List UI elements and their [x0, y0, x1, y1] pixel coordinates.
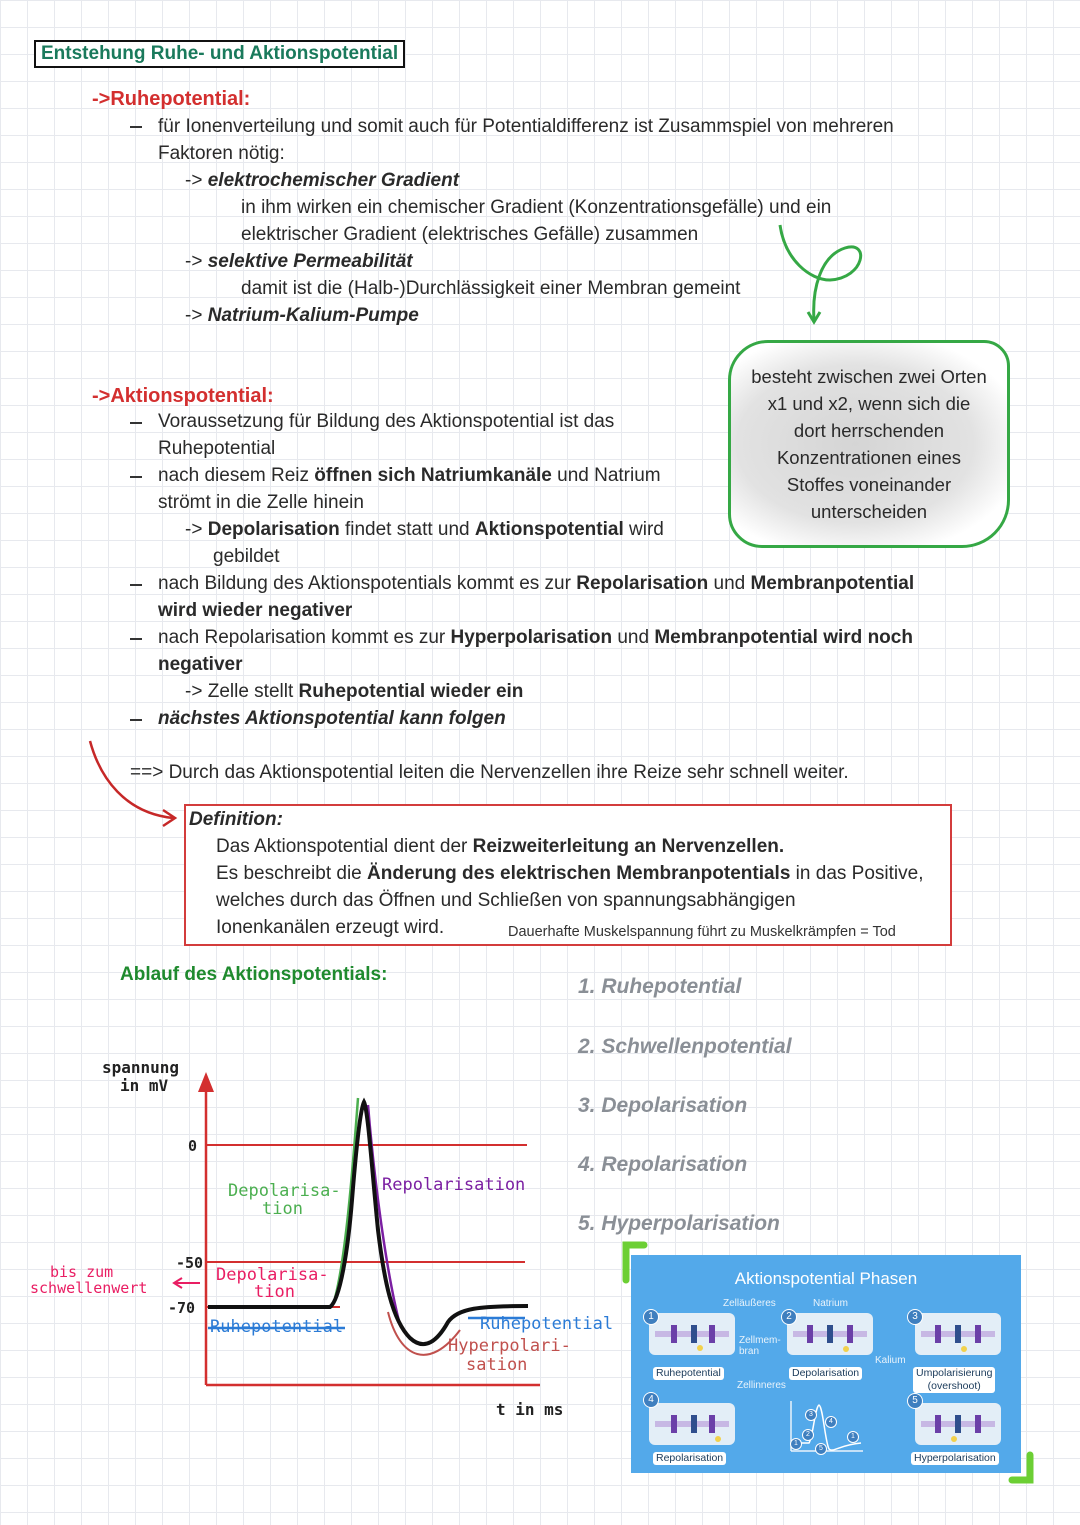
channel [691, 1325, 697, 1343]
bullet-dash [130, 126, 142, 128]
definition-heading: Definition: [189, 809, 283, 830]
note-line: Stoffes voneinander [786, 474, 952, 495]
label-membrane-1: Zellmem- [739, 1335, 781, 1346]
badge-1: 1 [643, 1309, 659, 1325]
note-text [751, 363, 986, 525]
page-title: Entstehung Ruhe- und Aktionspotential [34, 40, 405, 68]
arrow: -> [92, 88, 111, 110]
action-potential-phases-infographic [631, 1255, 1021, 1473]
text: in das Positive, [790, 863, 924, 884]
definition-line4: Ionenkanälen erzeugt wird. [216, 917, 445, 938]
aktion-p4b: wird wieder negativer [158, 600, 353, 621]
channel [671, 1415, 677, 1433]
label-natrium: Natrium [813, 1298, 849, 1309]
channel [935, 1415, 941, 1433]
label-line: Umpolarisierung [916, 1367, 993, 1379]
mini-badge: 3 [805, 1409, 817, 1421]
ablauf-heading: Ablauf des Aktionspotentials: [120, 964, 388, 985]
bold-text: Hyperpolarisation [450, 627, 613, 648]
aktion-p7: nächstes Aktionspotential kann folgen [158, 708, 506, 729]
note-line: besteht zwischen zwei Orten [751, 366, 987, 387]
aktion-p5b: negativer [158, 654, 243, 675]
mini-badge: 4 [825, 1416, 837, 1428]
bullet-dash [130, 638, 142, 640]
heading-text: Aktionspotential: [110, 385, 274, 407]
label-phase-rest: Ruhepotential [653, 1367, 724, 1380]
text: findet statt und [339, 519, 475, 540]
y-axis-arrow-icon [198, 1072, 214, 1092]
arrow: -> [185, 681, 203, 702]
channel [709, 1325, 715, 1343]
label-hyper-1: Hyperpolari- [448, 1336, 571, 1356]
note-line: Konzentrationen eines [776, 447, 962, 468]
bullet-dash [130, 584, 142, 586]
text: Zelle stellt [207, 681, 299, 702]
bold-text: Membranpotential wird noch [654, 627, 913, 648]
label-hyper-2: sation [466, 1355, 528, 1375]
ruhe-line2: Faktoren nötig: [158, 143, 285, 164]
factor-2 [185, 248, 413, 275]
ruhe-line1: für Ionenverteilung und somit auch für Potentialdifferenz ist Zusammspiel von mehreren [158, 116, 894, 137]
ion [843, 1346, 849, 1352]
badge-2: 2 [781, 1309, 797, 1325]
mini-badge: 1 [790, 1438, 802, 1450]
channel [709, 1415, 715, 1433]
text: nach Bildung des Aktionspotentials kommt es zur [158, 573, 577, 594]
arrow: -> [185, 251, 203, 272]
channel [671, 1325, 677, 1343]
aktionspotential-heading [92, 385, 274, 408]
bold-text: Depolarisation [207, 519, 340, 540]
ion [697, 1345, 703, 1351]
concentration-gradient-note [728, 340, 1010, 548]
aktion-p2a [158, 462, 661, 489]
label-outside: Zelläußeres [723, 1298, 776, 1309]
factor-1-desc1: in ihm wirken ein chemischer Gradient (Konzentrationsgefälle) und ein [241, 197, 832, 218]
cell-depolarisation [787, 1313, 873, 1355]
heading-text: Ruhepotential: [110, 88, 251, 110]
label-membrane-2: bran [739, 1346, 760, 1357]
label-rest-left: Ruhepotential [210, 1317, 344, 1337]
badge-5: 5 [907, 1393, 923, 1409]
label-depol-low-2: tion [254, 1282, 295, 1302]
label-rest-right: Ruhepotential [480, 1314, 614, 1334]
aktion-p3 [185, 516, 664, 543]
label-depol-top-1: Depolarisa- [228, 1181, 341, 1201]
cell-repolarisation [649, 1403, 735, 1445]
definition-line2 [216, 860, 923, 887]
repolarisation-line [368, 1105, 400, 1325]
conclusion: ==> Durch das Aktionspotential leiten die Nervenzellen ihre Reize sehr schnell weiter. [130, 762, 849, 783]
text: nach diesem Reiz [158, 465, 315, 486]
text: und [612, 627, 655, 648]
infographic-title: Aktionspotential Phasen [734, 1269, 918, 1288]
text: und Natrium [551, 465, 661, 486]
channel [975, 1325, 981, 1343]
note-line: dort herrschenden [793, 420, 945, 441]
arrow: -> [185, 305, 203, 326]
note-line: unterscheiden [810, 501, 928, 522]
channel [807, 1325, 813, 1343]
factor-3 [185, 302, 419, 329]
text: Das Aktionspotential dient der [216, 836, 473, 857]
bold-text: Ruhepotential wieder ein [298, 681, 524, 702]
bullet-dash [130, 719, 142, 721]
graph-ylabel-2: in mV [120, 1076, 169, 1095]
action-potential-graph [0, 1050, 630, 1440]
label-phase-hyper: Hyperpolarisation [911, 1452, 999, 1465]
mini-badge: 2 [802, 1429, 814, 1441]
graph-xlabel: t in ms [496, 1400, 564, 1419]
bold-text: Reizweiterleitung an Nervenzellen. [472, 836, 785, 857]
text: nach Repolarisation kommt es zur [158, 627, 451, 648]
graph-ylabel-1: spannung [102, 1058, 180, 1077]
label-line: (overshoot) [927, 1380, 981, 1392]
ion [715, 1436, 721, 1442]
green-loop-arrow-icon [770, 220, 880, 330]
label-inside: Zellinneres [737, 1380, 786, 1391]
action-potential-curve [208, 1102, 528, 1344]
label-threshold-2: schwellenwert [30, 1279, 148, 1297]
arrow: -> [92, 385, 111, 407]
label-phase-overshoot [913, 1367, 995, 1393]
factor-1 [185, 167, 459, 194]
bold-text: Membranpotential [750, 573, 915, 594]
bold-text: Aktionspotential [474, 519, 624, 540]
label-depol-low-1: Depolarisa- [216, 1265, 329, 1285]
channel [827, 1325, 833, 1343]
label-phase-depol: Depolarisation [789, 1367, 862, 1380]
definition-side-note: Dauerhafte Muskelspannung führt zu Muskelkrämpfen = Tod [508, 924, 896, 940]
aktion-p1b: Ruhepotential [158, 438, 276, 459]
text: Es beschreibt die [216, 863, 368, 884]
text: und [708, 573, 751, 594]
phase-item: 3. Depolarisation [578, 1094, 748, 1117]
label-phase-repol: Repolarisation [653, 1452, 726, 1465]
label-repol: Repolarisation [382, 1175, 526, 1195]
aktion-p1a: Voraussetzung für Bildung des Aktionspotential ist das [158, 411, 615, 432]
factor-1-label: elektrochemischer Gradient [207, 170, 460, 191]
red-curved-arrow-icon [85, 738, 185, 828]
aktion-p4 [158, 570, 914, 597]
channel [847, 1325, 853, 1343]
bold-text: Repolarisation [576, 573, 709, 594]
channel [691, 1415, 697, 1433]
mini-badge: 5 [815, 1443, 827, 1455]
factor-2-desc: damit ist die (Halb-)Durchlässigkeit einer Membran gemeint [241, 278, 741, 299]
arrow: -> [185, 170, 203, 191]
ion [961, 1346, 967, 1352]
phase-item: 5. Hyperpolarisation [578, 1212, 780, 1235]
label-depol-top-2: tion [262, 1199, 303, 1219]
text: wird [623, 519, 664, 540]
cell-hyperpolarisation [915, 1403, 1001, 1445]
bullet-dash [130, 476, 142, 478]
aktion-p3b: gebildet [213, 546, 280, 567]
channel [975, 1415, 981, 1433]
cell-resting [649, 1313, 735, 1355]
tick-minus-50: -50 [176, 1254, 204, 1272]
ion [951, 1436, 957, 1442]
factor-2-label: selektive Permeabilität [207, 251, 413, 272]
channel [955, 1325, 961, 1343]
definition-line1 [216, 833, 784, 860]
aktion-p5 [158, 624, 913, 651]
phase-item: 2. Schwellenpotential [578, 1035, 792, 1058]
mini-badge: 1 [847, 1431, 859, 1443]
channel [955, 1415, 961, 1433]
bullet-dash [130, 422, 142, 424]
badge-4: 4 [643, 1392, 659, 1408]
note-line: x1 und x2, wenn sich die [767, 393, 971, 414]
phase-item: 1. Ruhepotential [578, 975, 742, 998]
factor-1-desc2: elektrischer Gradient (elektrisches Gefälle) zusammen [241, 224, 699, 245]
label-kalium: Kalium [875, 1355, 906, 1366]
arrow: -> [185, 519, 203, 540]
aktion-p2b: strömt in die Zelle hinein [158, 492, 364, 513]
ruhepotential-heading [92, 88, 250, 111]
badge-3: 3 [907, 1309, 923, 1325]
phase-item: 4. Repolarisation [578, 1153, 748, 1176]
tick-0: 0 [188, 1137, 198, 1155]
channel [935, 1325, 941, 1343]
definition-line3: welches durch das Öffnen und Schließen von spannungsabhängigen [216, 890, 796, 911]
cell-overshoot [915, 1313, 1001, 1355]
aktion-p6 [185, 678, 523, 705]
bold-text: Änderung des elektrischen Membranpotentials [367, 863, 791, 884]
bold-text: öffnen sich Natriumkanäle [314, 465, 552, 486]
tick-minus-70: -70 [168, 1299, 196, 1317]
factor-3-label: Natrium-Kalium-Pumpe [207, 305, 419, 326]
label-threshold-1: bis zum [50, 1263, 114, 1281]
